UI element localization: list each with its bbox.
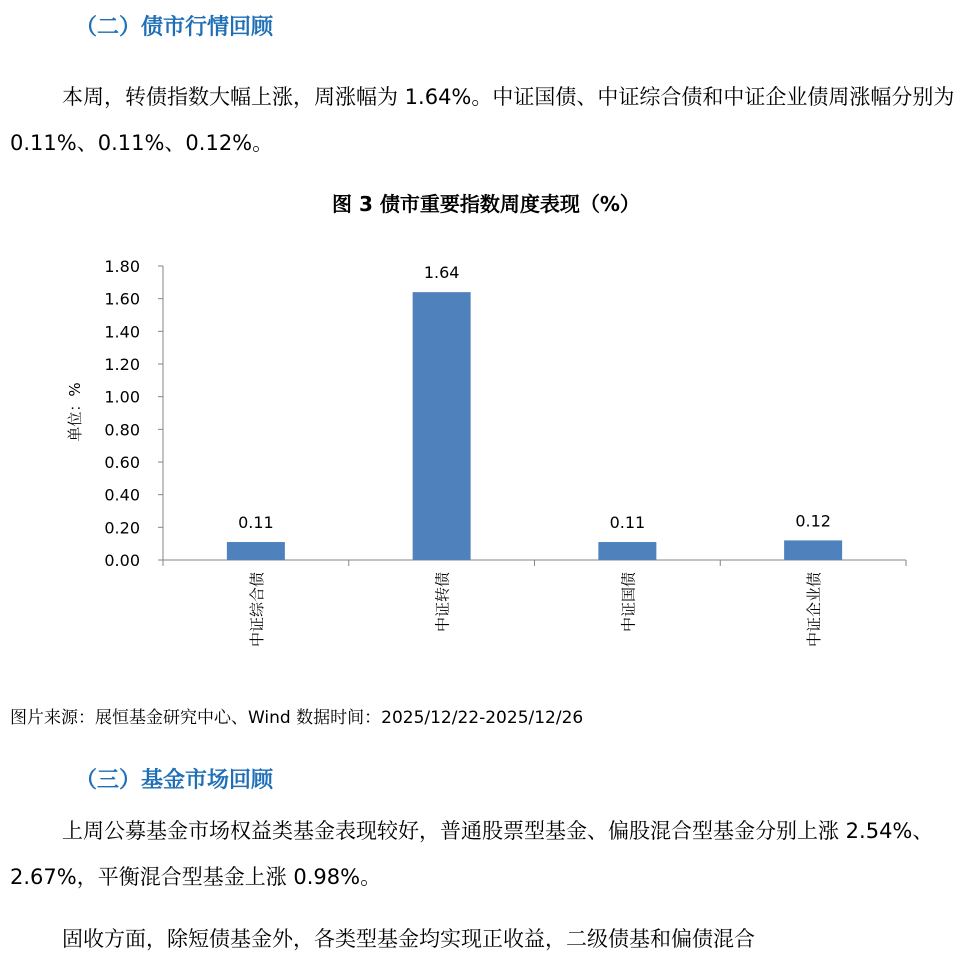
data-label: 1.64	[423, 263, 460, 283]
paragraph-bond-market-text: 本周，转债指数大幅上涨，周涨幅为 1.64%。中证国债、中证综合债和中证企业债周涨幅分别为 0.11%、0.11%、0.12%。	[10, 85, 955, 155]
figure-title: 图 3 债市重要指数周度表现（%）	[332, 192, 640, 216]
y-axis-label: 单位：%	[66, 382, 84, 442]
category-label: 中证企业债	[805, 572, 824, 648]
category-label: 中证综合债	[247, 572, 266, 648]
data-label: 0.11	[609, 513, 646, 533]
y-tick-label: 1.80	[104, 257, 140, 276]
bar-chart	[0, 250, 972, 690]
paragraph-fixed-income-text: 固收方面，除短债基金外，各类型基金均实现正收益，二级债基和偏债混合	[62, 927, 755, 951]
y-tick-label: 0.80	[104, 420, 140, 440]
paragraph-fund-market-text: 上周公募基金市场权益类基金表现较好，普通股票型基金、偏股混合型基金分别上涨 2.54%、2.67%，平衡混合型基金上涨 0.98%。	[10, 819, 934, 889]
section-heading-fund-market: （三）基金市场回顾	[75, 768, 274, 793]
y-tick-label: 1.00	[104, 387, 140, 407]
y-tick-label: 0.60	[104, 453, 140, 472]
y-tick-label: 0.20	[104, 518, 140, 538]
section-heading-bond-market: （二）债市行情回顾	[75, 15, 274, 40]
bar	[413, 292, 471, 560]
paragraph-bond-market	[10, 74, 965, 166]
y-tick-label: 1.60	[104, 289, 140, 309]
y-tick-label: 0.40	[104, 485, 140, 505]
figure-source: 图片来源：展恒基金研究中心、Wind 数据时间：2025/12/22-2025/12/26	[10, 708, 584, 728]
data-label: 0.12	[795, 511, 831, 531]
y-tick-label: 1.40	[104, 322, 140, 342]
y-tick-label: 0.00	[104, 551, 140, 570]
data-label: 0.11	[238, 513, 274, 533]
bar	[784, 540, 842, 560]
paragraph-fixed-income	[10, 916, 965, 962]
paragraph-fund-market	[10, 808, 965, 900]
category-label: 中证转债	[433, 572, 452, 633]
category-label: 中证国债	[619, 572, 638, 633]
bar	[227, 542, 285, 560]
y-tick-label: 1.20	[104, 355, 140, 374]
bar	[598, 542, 656, 560]
